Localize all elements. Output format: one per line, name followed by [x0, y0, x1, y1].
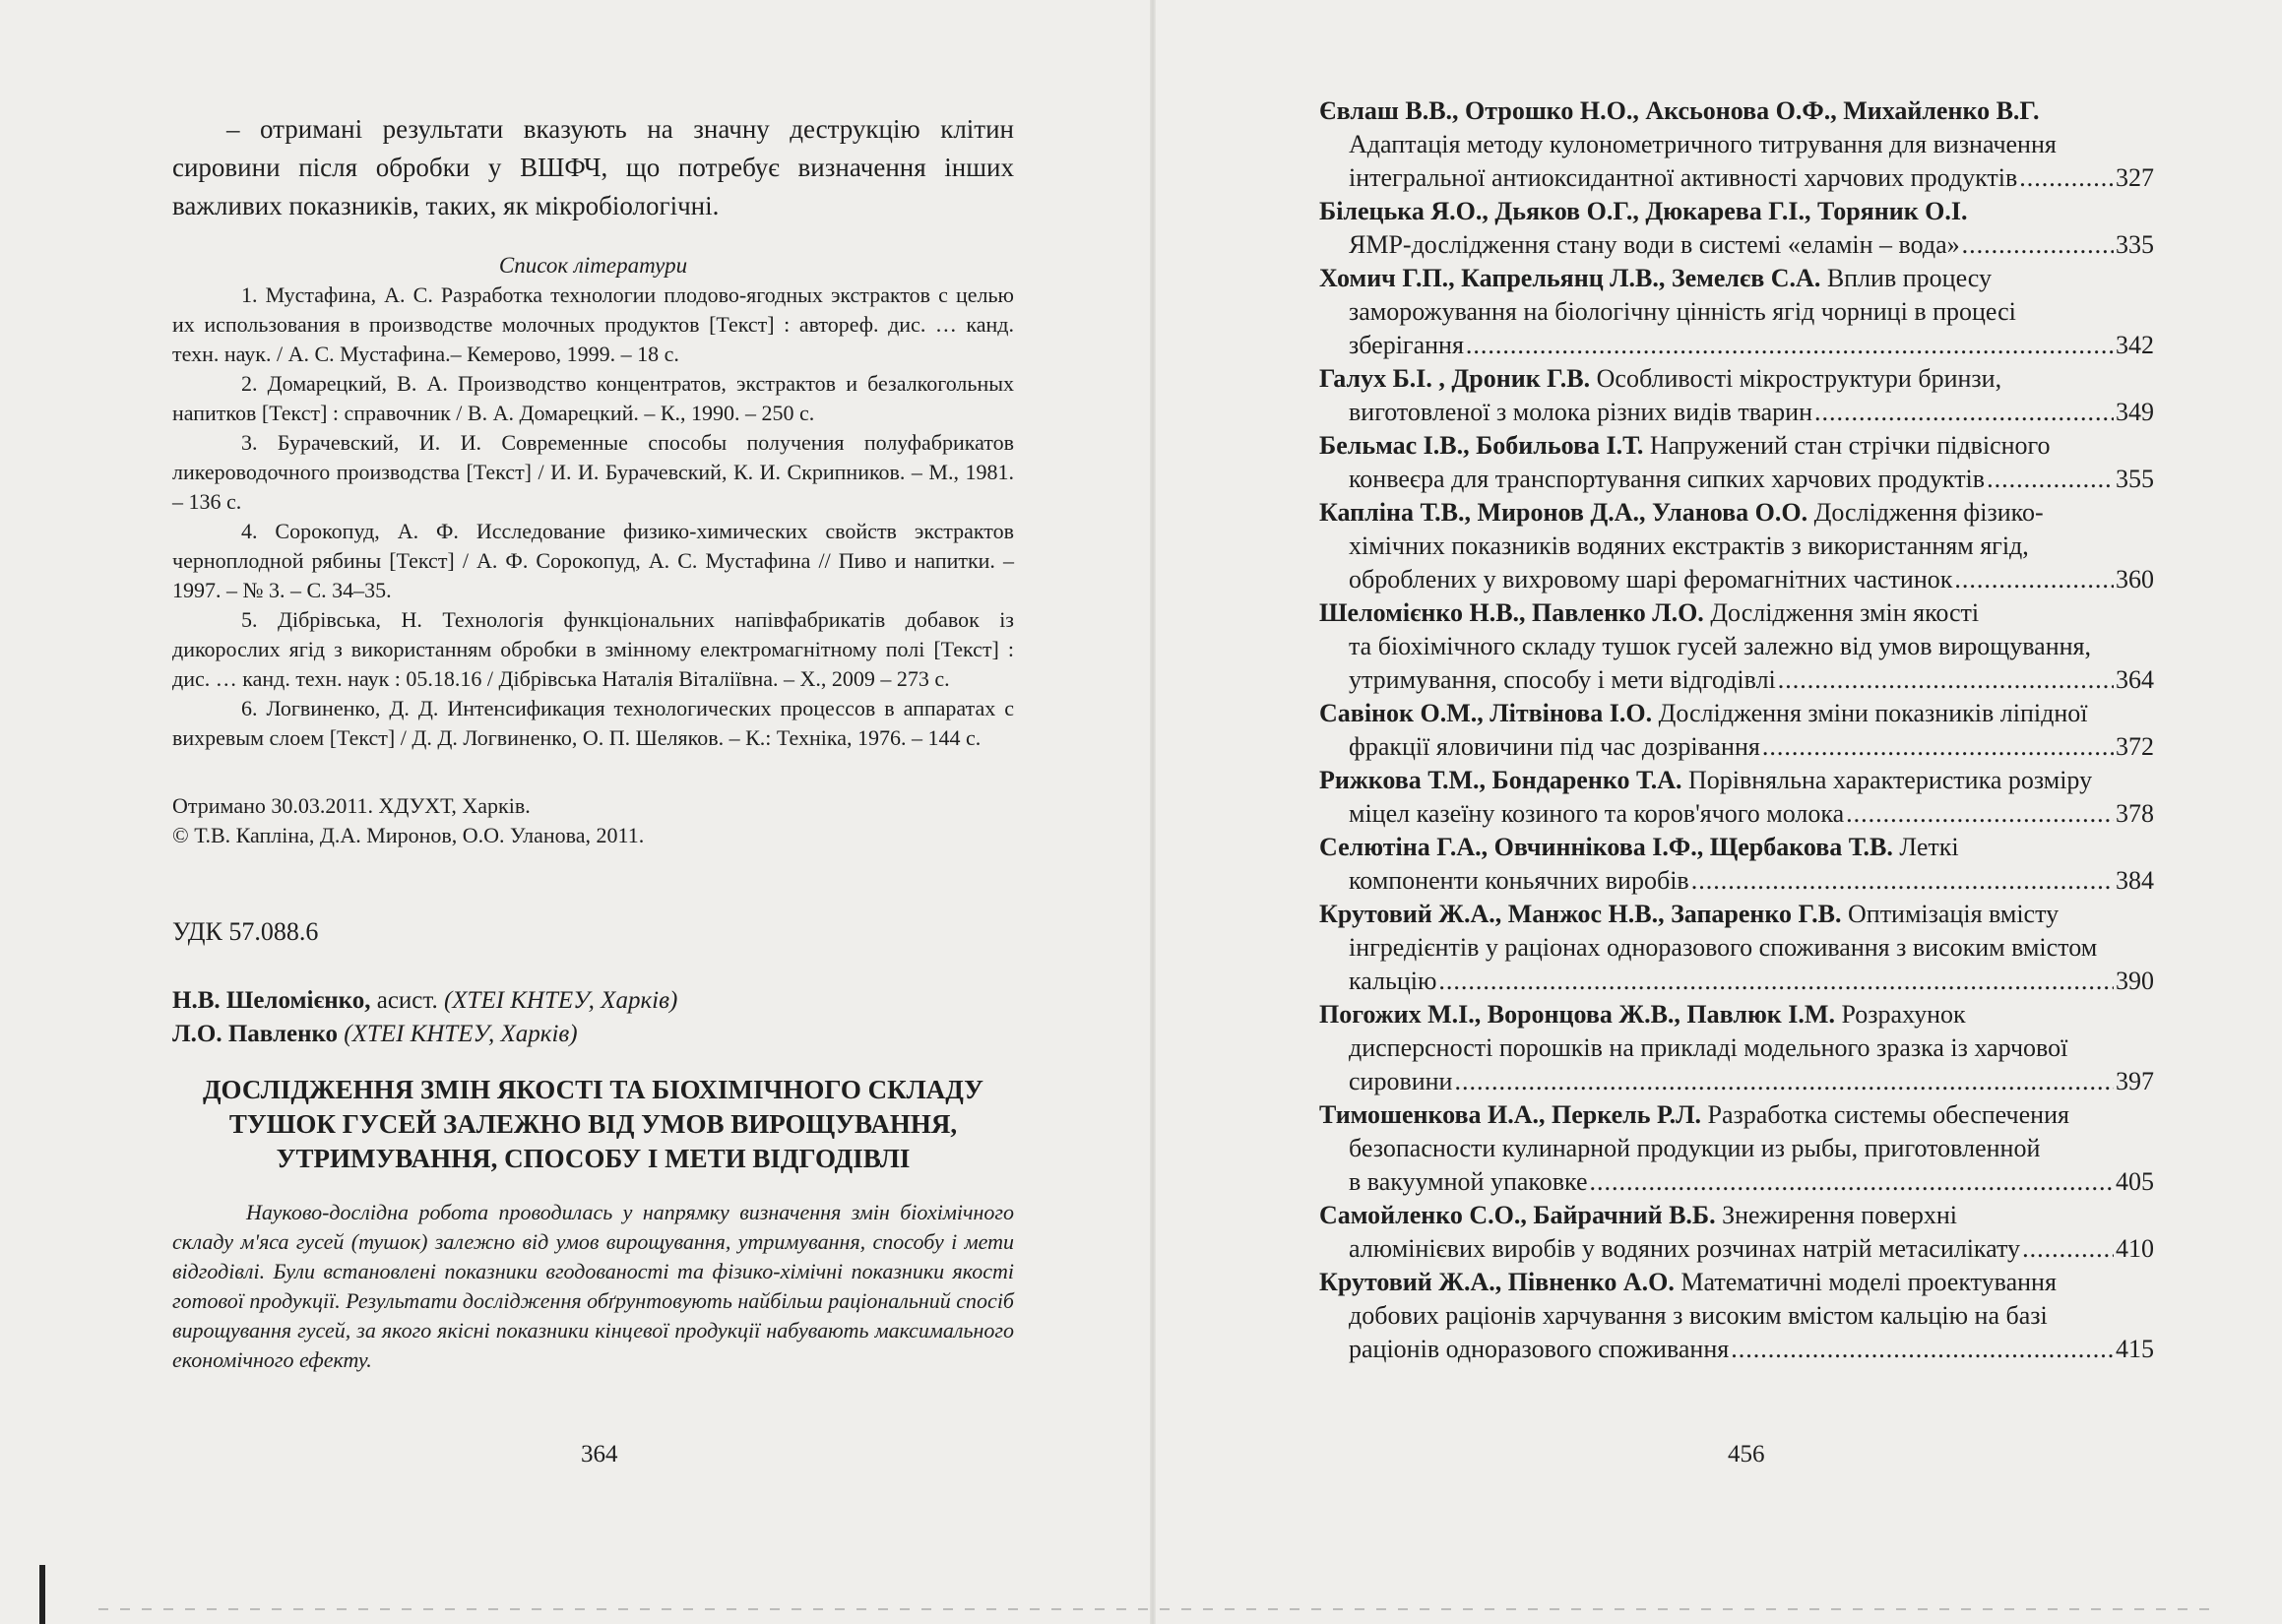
author-role: асист. [370, 987, 444, 1014]
toc-leader-dots [1962, 228, 2114, 262]
toc-leader-dots [1987, 463, 2114, 496]
toc-page-number: 335 [2116, 230, 2154, 259]
reference-item: 1. Мустафина, А. С. Разработка технологии плодово-ягодных экстрактов с целью их использования в производстве молочных продуктов [Текст] : автореф. дис. … канд. техн. наук. / А. С. Мустафина.– Кемерово, 1999. – 18 с. [172, 282, 1014, 366]
toc-title-line: дисперсності порошків на прикладі модельного зразка із харчової [1349, 1033, 2068, 1062]
page-number: 364 [581, 1441, 618, 1468]
toc-title-lead: Особливості мікроструктури бринзи, [1590, 364, 2002, 393]
toc-authors: Селютіна Г.А., Овчиннікова І.Ф., Щербакова Т.В. [1319, 833, 1893, 861]
toc-page-number: 327 [2116, 163, 2154, 192]
author-affiliation: (ХТЕІ КНТЕУ, Харків) [443, 987, 678, 1014]
toc-entry [1319, 831, 2154, 898]
reference-item: 5. Дібрівська, Н. Технологія функціональних напівфабрикатів добавок із дикорослих ягід з використанням обробки в змінному електромагнітному полі [Текст] : дис. … канд. техн. наук : 05.18.16 / Дібрівська Наталія Віталіївна. – Х., 2009 – 273 с. [172, 607, 1014, 691]
toc-authors: Самойленко С.О., Байрачний В.Б. [1319, 1201, 1716, 1229]
toc-entry [1319, 195, 2154, 262]
toc-title-line: Адаптація методу кулонометричного титрування для визначення [1349, 130, 2057, 158]
toc-title-text: сировини [1349, 1067, 1453, 1095]
copyright-note: © Т.В. Капліна, Д.А. Миронов, О.О. Уланова, 2011. [172, 823, 645, 847]
toc-title-text: конвеєра для транспортування сипких харчових продуктів [1349, 465, 1986, 493]
toc-leader-dots [1691, 864, 2114, 898]
toc-leader-dots [1762, 730, 2114, 764]
toc-leader-dots [2019, 161, 2114, 195]
toc-entry-header [1319, 1266, 2154, 1299]
toc-page-number: 384 [2116, 866, 2154, 895]
toc-entry [1319, 94, 2154, 195]
toc-leader-dots [2022, 1232, 2114, 1266]
toc-authors: Євлаш В.В., Отрошко Н.О., Аксьонова О.Ф., Михайленко В.Г. [1319, 96, 2040, 125]
page-number: 456 [1728, 1441, 1765, 1468]
toc-leader-dots [1454, 1065, 2114, 1098]
toc-page-number: 378 [2116, 799, 2154, 828]
toc-entry-header [1319, 496, 2154, 530]
toc-title-line: заморожування на біологічну цінність ягід чорниці в процесі [1349, 297, 2016, 326]
toc-entry-header [1319, 764, 2154, 797]
toc-page-number: 390 [2116, 967, 2154, 995]
toc-title-text: в вакуумной упаковке [1349, 1167, 1588, 1196]
toc-entry-header [1319, 1199, 2154, 1232]
toc-entry [1319, 764, 2154, 831]
toc-title-text: інтегральної антиоксидантної активності харчових продуктів [1349, 163, 2018, 192]
toc-entry [1319, 596, 2154, 697]
toc-title-last-line [1319, 864, 2154, 898]
author-name: Н.В. Шеломієнко, [172, 987, 371, 1014]
toc-authors: Бельмас І.В., Бобильова І.Т. [1319, 431, 1644, 460]
toc-authors: Тимошенкова И.А., Перкель Р.Л. [1319, 1100, 1701, 1129]
toc-title-line: та біохімічного складу тушок гусей залежно від умов вирощування, [1349, 632, 2092, 660]
toc-entry-header [1319, 195, 2154, 228]
toc-title-lead: Дослідження зміни показників ліпідної [1652, 699, 2088, 727]
toc-title-text: утримування, способу і мети відгодівлі [1349, 665, 1776, 694]
toc-title-lead: Разработка системы обеспечения [1700, 1100, 2069, 1129]
toc-title-last-line [1319, 965, 2154, 998]
toc-entry [1319, 998, 2154, 1098]
toc-page-number: 410 [2116, 1234, 2154, 1263]
toc-leader-dots [1731, 1333, 2114, 1366]
toc-title-last-line [1319, 1165, 2154, 1199]
toc-entry-header [1319, 94, 2154, 128]
toc-title-text: раціонів одноразового споживання [1349, 1335, 1730, 1363]
toc-entry-header [1319, 262, 2154, 295]
toc-title-text: компоненти коньячних виробів [1349, 866, 1689, 895]
toc-title-text: міцел казеїну козиного та коров'ячого молока [1349, 799, 1845, 828]
toc-title-lead: Вплив процесу [1820, 264, 1992, 292]
toc-page-number: 397 [2116, 1067, 2154, 1095]
author-line-1 [172, 984, 1014, 1018]
toc-entry-header [1319, 998, 2154, 1031]
toc-title-last-line [1319, 228, 2154, 262]
toc-title-last-line [1319, 329, 2154, 362]
udk-code: УДК 57.088.6 [172, 917, 319, 946]
toc-title-lead: Дослідження фізико- [1807, 498, 2044, 527]
toc-title-text: виготовленої з молока різних видів тварин [1349, 398, 1813, 426]
toc-entry [1319, 697, 2154, 764]
toc-title-text: зберігання [1349, 331, 1464, 359]
toc-leader-dots [1954, 563, 2114, 596]
toc-authors: Крутовий Ж.А., Півненко А.О. [1319, 1268, 1675, 1296]
toc-entry [1319, 1266, 2154, 1366]
author-line-2 [172, 1018, 1014, 1051]
toc-entry [1319, 1098, 2154, 1199]
author-affiliation: (ХТЕІ КНТЕУ, Харків) [338, 1021, 578, 1047]
toc-entry [1319, 429, 2154, 496]
toc-page-number: 349 [2116, 398, 2154, 426]
toc-title-last-line [1319, 463, 2154, 496]
right-page [1152, 0, 2282, 1624]
toc-entry [1319, 262, 2154, 362]
toc-title-lead: Порівняльна характеристика розміру [1681, 766, 2093, 794]
toc-title-lead: Математичні моделі проектування [1674, 1268, 2057, 1296]
toc-title-lead: Леткі [1892, 833, 1959, 861]
scan-edge-mark [39, 1565, 45, 1624]
toc-leader-dots [1846, 797, 2114, 831]
intro-paragraph: – отримані результати вказують на значну деструкцію клітин сировини після обробки у ВШФЧ, що потребує визначення інших важливих показників, таких, як мікробіологічні. [172, 114, 1014, 220]
toc-entry-header [1319, 697, 2154, 730]
authors-block [172, 984, 1014, 1051]
toc-title-lead: Оптимізація вмісту [1841, 900, 2060, 928]
toc-entry-header [1319, 898, 2154, 931]
toc-authors: Білецька Я.О., Дьяков О.Г., Дюкарева Г.І., Торяник О.І. [1319, 197, 1968, 225]
toc-page-number: 372 [2116, 732, 2154, 761]
toc-title-last-line [1319, 563, 2154, 596]
toc-authors: Крутовий Ж.А., Манжос Н.В., Запаренко Г.В. [1319, 900, 1842, 928]
toc-page-number: 415 [2116, 1335, 2154, 1363]
toc-page-number: 405 [2116, 1167, 2154, 1196]
toc-authors: Хомич Г.П., Капрельянц Л.В., Земелєв С.А. [1319, 264, 1821, 292]
reference-item: 4. Сорокопуд, А. Ф. Исследование физико-химических свойств экстрактов черноплодной рябины [Текст] / А. Ф. Сорокопуд, А. С. Мустафина // Пиво и напитки. – 1997. – № 3. – С. 34–35. [172, 519, 1014, 602]
toc-entry [1319, 898, 2154, 998]
toc-authors: Галух Б.І. , Дроник Г.В. [1319, 364, 1591, 393]
toc-title-line: хімічних показників водяних екстрактів з використанням ягід, [1349, 531, 2029, 560]
toc-title-last-line [1319, 1333, 2154, 1366]
toc-authors: Шеломієнко Н.В., Павленко Л.О. [1319, 598, 1704, 627]
toc-title-line: безопасности кулинарной продукции из рыбы, приготовленной [1349, 1134, 2041, 1162]
toc-title-last-line [1319, 797, 2154, 831]
references-title: Список літератури [498, 253, 688, 278]
toc-title-text: ЯМР-дослідження стану води в системі «еламін – вода» [1349, 230, 1960, 259]
toc-page-number: 342 [2116, 331, 2154, 359]
toc-leader-dots [1466, 329, 2114, 362]
toc-title-text: кальцію [1349, 967, 1437, 995]
book-gutter [1150, 0, 1156, 1624]
toc-title-last-line [1319, 396, 2154, 429]
toc-title-last-line [1319, 1232, 2154, 1266]
toc-authors: Капліна Т.В., Миронов Д.А., Уланова О.О. [1319, 498, 1808, 527]
toc-page-number: 364 [2116, 665, 2154, 694]
reference-item: 3. Бурачевский, И. И. Современные способы получения полуфабрикатов ликероводочного производства [Текст] / И. И. Бурачевский, К. И. Скрипников. – М., 1981. – 136 с. [172, 430, 1014, 514]
toc-leader-dots [1590, 1165, 2114, 1199]
toc-authors: Погожих М.І., Воронцова Ж.В., Павлюк І.М. [1319, 1000, 1835, 1029]
article-title: ДОСЛІДЖЕННЯ ЗМІН ЯКОСТІ ТА БІОХІМІЧНОГО СКЛАДУ ТУШОК ГУСЕЙ ЗАЛЕЖНО ВІД УМОВ ВИРОЩУВАННЯ, УТРИМУВАННЯ, СПОСОБУ І МЕТИ ВІДГОДІВЛІ [202, 1075, 984, 1173]
toc-title-line: добових раціонів харчування з високим вмістом кальцію на базі [1349, 1301, 2048, 1330]
toc-title-lead: Розрахунок [1834, 1000, 1966, 1029]
toc-title-lead: Знежирення поверхні [1715, 1201, 1957, 1229]
scan-bottom-edge [98, 1608, 2215, 1610]
toc-title-line: інгредієнтів у раціонах одноразового споживання з високим вмістом [1349, 933, 2098, 962]
toc-title-last-line [1319, 730, 2154, 764]
toc-entry [1319, 362, 2154, 429]
toc-entry [1319, 496, 2154, 596]
toc-entry-header [1319, 831, 2154, 864]
reference-item: 2. Домарецкий, В. А. Производство концентратов, экстрактов и безалкогольных напитков [Текст] : справочник / В. А. Домарецкий. – К., 1990. – 250 с. [172, 371, 1014, 425]
toc-leader-dots [1814, 396, 2114, 429]
received-note: Отримано 30.03.2011. ХДУХТ, Харків. [172, 793, 531, 818]
toc-authors: Савінок О.М., Літвінова І.О. [1319, 699, 1653, 727]
toc-title-lead: Дослідження змін якості [1703, 598, 1980, 627]
toc-entry [1319, 1199, 2154, 1266]
toc-title-lead: Напружений стан стрічки підвісного [1643, 431, 2051, 460]
toc-title-text: оброблених у вихровому шарі феромагнітних частинок [1349, 565, 1953, 593]
toc-title-last-line [1319, 1065, 2154, 1098]
table-of-contents [1319, 94, 2154, 1366]
toc-entry-header [1319, 596, 2154, 630]
toc-entry-header [1319, 362, 2154, 396]
toc-title-last-line [1319, 663, 2154, 697]
toc-authors: Рижкова Т.М., Бондаренко Т.А. [1319, 766, 1682, 794]
toc-page-number: 360 [2116, 565, 2154, 593]
abstract: Науково-дослідна робота проводилась у напрямку визначення змін біохімічного складу м'яса гусей (тушок) залежно від умов вирощування, утримування, способу і мети відгодівлі. Були встановлені показники вгодованості та фізико-хімічні показники якості готової продукції. Результати дослідження обґрунтовують найбільш раціональний спосіб вирощування гусей, за якого якісні показники кінцевої продукції набувають максимального економічного ефекту. [172, 1200, 1014, 1372]
toc-page-number: 355 [2116, 465, 2154, 493]
author-name: Л.О. Павленко [172, 1021, 339, 1047]
reference-item: 6. Логвиненко, Д. Д. Интенсификация технологических процессов в аппаратах с вихревым слоем [Текст] / Д. Д. Логвиненко, О. П. Шеляков. – К.: Техніка, 1976. – 144 с. [172, 696, 1014, 750]
references-list [172, 281, 1014, 753]
toc-entry-header [1319, 1098, 2154, 1132]
toc-leader-dots [1778, 663, 2114, 697]
toc-leader-dots [1438, 965, 2114, 998]
toc-title-text: алюмінієвих виробів у водяних розчинах натрій метасилікату [1349, 1234, 2021, 1263]
toc-entry-header [1319, 429, 2154, 463]
toc-title-text: фракції яловичини під час дозрівання [1349, 732, 1760, 761]
toc-title-last-line [1319, 161, 2154, 195]
